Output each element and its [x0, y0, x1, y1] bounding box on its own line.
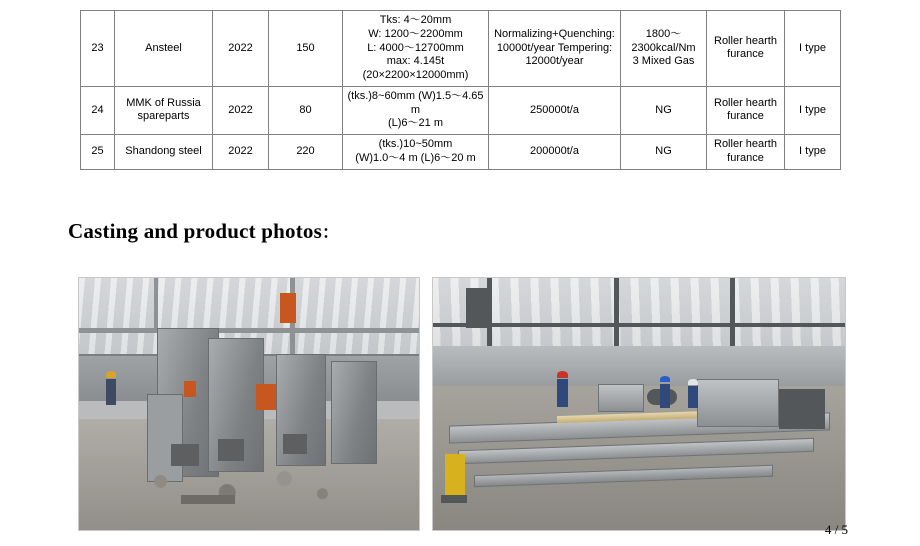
- photo-casting-shop: [78, 277, 420, 531]
- cell-furnace-line: furance: [727, 110, 764, 123]
- cell-fuel-line: 2300kcal/Nm: [631, 41, 696, 54]
- cell-year: 2022: [213, 135, 269, 170]
- section-heading-colon: ：: [321, 223, 340, 242]
- cell-no: 25: [81, 135, 115, 170]
- photo2-worker: [557, 379, 568, 407]
- cell-size: [343, 86, 489, 134]
- photo2-crane-rail: [433, 323, 845, 327]
- cell-furnace-line: furance: [727, 151, 764, 164]
- photo-gallery: [78, 277, 846, 537]
- cell-client: Shandong steel: [115, 135, 213, 170]
- photo2-post-base: [441, 495, 467, 503]
- photo2-worker-helmet: [688, 379, 698, 385]
- cell-size: [343, 135, 489, 170]
- photo2-worker: [688, 386, 698, 408]
- cell-fuel: [621, 11, 707, 87]
- cell-fuel-line: 3 Mixed Gas: [632, 55, 695, 68]
- section-heading-text: Casting and product photos: [68, 219, 322, 243]
- photo2-worker-helmet: [660, 376, 670, 382]
- cell-process-line: 12000t/year: [525, 55, 584, 68]
- cell-furnace-line: Roller hearth: [714, 96, 777, 109]
- cell-size-line: L: 4000～12700mm: [367, 41, 464, 54]
- cell-size-line: (20×2200×12000mm): [362, 69, 469, 81]
- cell-fuel-line: NG: [655, 144, 672, 157]
- cell-year: 2022: [213, 11, 269, 87]
- photo1-crane-hoist: [280, 293, 296, 323]
- cell-size-line: (tks.)8~60mm (W)1.5～4.65: [347, 89, 484, 102]
- cell-no: 24: [81, 86, 115, 134]
- cell-furnace: [707, 86, 785, 134]
- specification-table: [80, 10, 841, 170]
- cell-fuel-line: NG: [655, 103, 672, 116]
- photo-furnace-line: [432, 277, 846, 531]
- cell-size-line: (W)1.0～4 m (L)6～20 m: [355, 151, 476, 164]
- cell-size-line: max: 4.145t: [386, 55, 445, 68]
- photo2-worker: [660, 384, 670, 408]
- cell-process-line: 200000t/a: [530, 144, 579, 157]
- page-number: 4 / 5: [824, 522, 848, 537]
- cell-size-line: m: [410, 103, 421, 116]
- cell-fuel: [621, 135, 707, 170]
- cell-process: [489, 11, 621, 87]
- cell-process: [489, 86, 621, 134]
- cell-client-line: spareparts: [137, 110, 190, 123]
- photo1-control-box: [184, 381, 196, 397]
- cell-no: 23: [81, 11, 115, 87]
- cell-process-line: 250000t/a: [530, 103, 579, 116]
- cell-size-line: Tks: 4～20mm: [379, 14, 452, 26]
- cell-client: [115, 86, 213, 134]
- photo1-crane-beam: [79, 328, 419, 333]
- cell-kind: I type: [785, 86, 841, 134]
- cell-kind: I type: [785, 11, 841, 87]
- cell-capacity: 150: [269, 11, 343, 87]
- photo2-machine-housing: [779, 389, 825, 429]
- specification-table-wrapper: [80, 10, 840, 170]
- photo2-worker-helmet: [557, 371, 568, 378]
- table-row: [81, 11, 841, 87]
- cell-furnace-line: furance: [727, 48, 764, 61]
- cell-fuel-line: 1800～: [645, 27, 682, 40]
- table-row: [81, 86, 841, 134]
- cell-process: [489, 135, 621, 170]
- cell-client: Ansteel: [115, 11, 213, 87]
- cell-furnace-line: Roller hearth: [714, 138, 777, 150]
- cell-process-line: 10000t/year Tempering:: [496, 41, 613, 54]
- photo2-hoist: [466, 288, 488, 328]
- cell-furnace-line: Roller hearth: [714, 34, 777, 47]
- cell-furnace: [707, 11, 785, 87]
- section-heading: [68, 218, 339, 244]
- cell-size-line: (tks.)10~50mm: [378, 138, 453, 150]
- cell-kind: I type: [785, 135, 841, 170]
- cell-process-line: Normalizing+Quenching:: [494, 27, 615, 40]
- photo2-machine-housing: [598, 384, 644, 412]
- table-row: [81, 135, 841, 170]
- cell-size: [343, 11, 489, 87]
- cell-client-line: MMK of Russia: [126, 96, 201, 109]
- cell-furnace: [707, 135, 785, 170]
- photo1-casting-machine: [331, 361, 377, 464]
- photo1-column: [154, 278, 158, 333]
- photo1-worker: [106, 379, 116, 405]
- photo2-machine-housing: [697, 379, 779, 427]
- photo2-safety-post: [445, 454, 465, 500]
- photo1-floor-debris: [181, 495, 235, 504]
- photo2-column: [614, 278, 619, 354]
- cell-size-line: (L)6～21 m: [387, 117, 444, 130]
- cell-year: 2022: [213, 86, 269, 134]
- cell-size-line: W: 1200～2200mm: [368, 27, 463, 40]
- photo1-machine-base: [218, 439, 244, 461]
- photo2-ceiling: [433, 278, 845, 354]
- photo1-control-box: [256, 384, 276, 410]
- cell-capacity: 220: [269, 135, 343, 170]
- photo1-worker-helmet: [106, 371, 116, 378]
- photo1-scrap-pile: [113, 459, 351, 514]
- cell-fuel: [621, 86, 707, 134]
- cell-capacity: 80: [269, 86, 343, 134]
- photo2-back-wall: [433, 346, 845, 386]
- photo1-machine-base: [283, 434, 307, 454]
